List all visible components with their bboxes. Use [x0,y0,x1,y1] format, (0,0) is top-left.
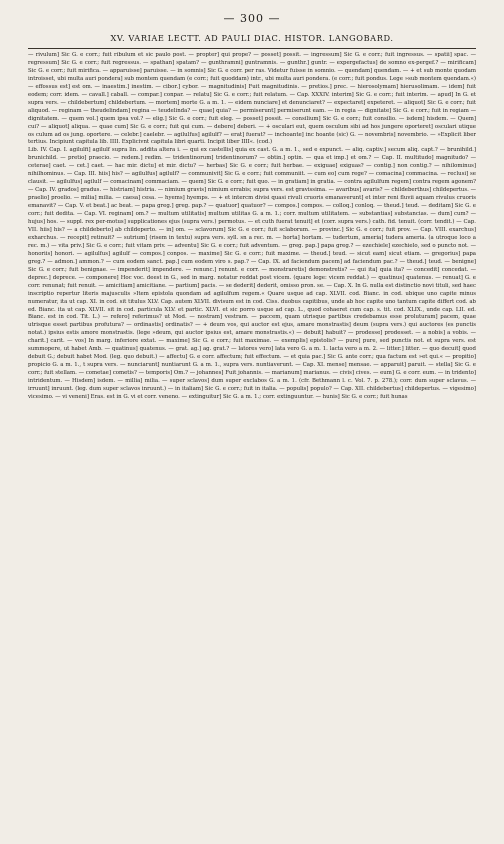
header-rule [28,48,476,49]
apparatus-paragraph: — rivulum] Sic G. e corr.; fuit ribulum et sic paulo post. — propter] qui prope? — posset] possit. — ingressum] Sic G. e corr.; fuit ingressus. — spatii] spac. — regressum] Sic G. e corr.; fuit regressus. — spathan] spatam? — gunthramni] guntramnis. — gunthr.] guntr. — expergefactus] de somno ex-pergef.? — mirificam] Sic G. e corr.; fuit mirifica. — apparuisse] paruisse. — in somnis] Sic G. e corr. per ras. Videtur fuisse in somnio. — quendam] quendam. — + et sub monte quodam introisset, ubi multa auri pondera] sub montem quendam (e corr.; fuit quoddam) intr., ubi multa auri pondera. (e corr.; fuit pondus. Lege »sub montem quendam.«) — effossus est] est om. — inaestim.] inestim. — cibor.] cybor. — magnitudinis] Fuit magnitudinis. — pretios.] prec. — hierosolymam] hierusolimam. — idem] fuit eodem; corr. idem. — cavall.] caball. — compar.] conpar. — relatu] Sic G. e corr.; fuit relatum. — Cap. XXXIV. interim] Sic G. e corr.; fuit interim. — apud] In G. et supra vers. — childebertum] childebertum. — mortem] morte G. a m. 1. — eidem nunciare] et denunciaret? — expectaret] expeteret. — aliquot] Sic G. e corr.; fuit aliquod. — reginam — theudelindam] regina — teudelinda? — quae] quia? — permiserunt] permiserunt eam. — in regia — dignitate] Sic G. e corr.; fuit in regiam — dignitatem. — quem vol.] quem ipsa vol.? — elig.] Sic G. e corr.; fuit eleg. — posset] possit. — consilium] Sic G. e corr.; fuit consilio. — isdem] hisdem. — Quem] cui? — aliquot] aliqua. — quae cum] Sic G. e corr.; fuit qui cum. — debere] deberi. — + osculari eut, quem osculum sibi ad hos jungere oporteret] osculari utique os culum ad os jung. oportere. — celebr.] caelebr. — agilulfus] agilulf? — erat] fuerat? — inchoante] inc hoante (sic) G. — novembris] novembrio. — »Explicit liber tertius. Incipiunt capitula lib. IIII. Explicivnt capitula libri quarti. Incipit liber IIII«. (cod.) [28,52,476,146]
critical-apparatus [28,52,476,402]
apparatus-paragraph: Lib. IV. Cap. I. agilulfi] agilulf supra lin. addita altera i. — qui ex castellis] quia ex cast. G. a m. 1., sed e expunct. — aliq. captiv.] secum aliq. capt.? — brunihild.] brunichild. — pretio] praecio. — redem.] redim. — tridentinorum] tridentinorum? — obtin.] optin. — qua et imp.] et om.? — Cap. II. multitudo] magnitudo? — ceterae] caet. — cet.] caet. — hac mir. dictu] et mir. dictu? — herbas] Sic G. e corr.; fuit herbae. — exiguae] exiguas? — contig.] non contig.? — nihilominus] nihilhominus. — Cap. III. hiis] his? — agilulfus] agilulf? — communivit] Sic G. e corr.; fuit communiit. — cum eo] cum rege? — comacina] commacina. — reclusi] se clausit. — agilulfus] agilulf — comacinam] commaciam. — quem] Sic G. e corr.; fuit quo. — in gratiam] in gratia. — contra agilulfum regem] contra regem agonem? — Cap. IV. grados] gradus. — histriam] histria. — nimium gravis] nimium errabis; supra vers. est gravissima. — avaribus] avaris? — childeberthus] childepertus. — praelio] proelio. — milia] milia. — caesa] cesa. — hyems] hyemps. — + et intercm divisi quasi rivuli cruoris emanaverunt] et inter reni fluvii aquam rivulus cruoris emanavit? — Cap. V. et beat.] ac beat. — papa greg.] greg. pap.? — quatuor] quatuor? — compos.] compos. — colloq.] conloq. — theud.] teud. — deditam] Sic G. e corr.; fuit dedita. — Cap. VI. reginam] om.? — multum utilitatis] multum utilitas G. a m. 1.; corr. multum utilitatem. — substantias] substancias. — dum] cum? — hujus] hos. — suppl. rex per-motus] supplicationes ejus (supra vers.) permotus. — et cuth fuerat tenuit] et (corr. supra vers.) cath. fid. tenuit. (corr. tendit.) — Cap. VII. hiis] his? — a childeberto] ab childeperto. — in] om. — sclavorum] Sic G. e corr.; fuit sclaborum. — provinc.] Sic G. e corr.; fuit prov. — Cap. VIII. exarchus] exharchus. — recepit] retinuit? — sutrium] (risem in textu) supra vers. syll. sn a rec. m. — horta] hortam. — tudertum, ameria] tudera ameria. (a utroque loco a rec. m.) — vita priv.] Sic G. e corr.; fuit vitam priv. — adventu] Sic G. e corr.; fuit adventum. — greg. pap.] papa greg.? — ezechiele] ezechielo, sed o puncto not. — honoriis] honori. — agilulfus] agilulf — compos.] conpos. — maxime] Sic G. e corr.; fuit maxime. — theud.] teud. — sicut eam] sicut etiam. — gregorius] papa greg.? — admon.] ammon.? — cum eodem sanct. pap.] cum eodem viro s. pap.? — Cap. IX. ad faciendum pacem] ad faciendum pac.? — theud.] teud. — benigne] Sic G. e corr.; fuit benignae. — impenderit] impendere. — renunc.] renunt. e corr. — monstraretis] demonstretis? — qui ita] quia ita? — concedit] concedat. — deprec.] deprece. — componere] Hoc voc. deest in G., sed in marg. notatur reddat post vicem. (quare lege: vicem reddat.) — quatinus] quatenus. — renuat] G. e corr. renunat; fuit renuit. — amicitiam] amicitiane. — partium] pacis. — se dederit] dederit, omisso pron. se. — Cap. X. In G. nulla est distinctio novi tituli, sed haec inscriptio repertur literis majusculis »Item epistola quondam ad agilulfum regem.« Quare usque ad cap. XLVII. cod. Bianc. in cod. ubique uno capite minus numeratur, ita ut cap. XI. in cod. sit titulus XLV. Cap. autem XLVII. divisum est in cod. Ciss. duobus capitibus, unde ab hoc capite uno tantum capite differt cod. ab ed. Bianc. ita ut cap. XLVII. sit in cod. particula XLV. et partic. XLVI. et sic porro usque ad cap. L., quod cohaeret cum cap. s. tit. cod. XLIX., unde cap. LII. ed. Bianc. est in cod. Tit. L.) — refero] referimus? ut Mod. — nostram] vestram. — paccem, quam utrisque partibus credebamus esse proluturam] pacem, quae utrisque esset partibus profutura? — ordinastis] ordinatis? — + deum vos, qui auctor est ejus, amare monstrastis] deum (supra vers.) qui auctores (es punctis notat.) ipsius estis amore monstrastis. (lege »deum, qui auctor ipsius est, amare monstrastis.«) — debuit] habuit? — prodesse] prodesset. — a nobis] a vobis. — charit.] carit. — vos] In marg. inferiore extat. — maxime] Sic G. e corr.; fuit maximae. — exemplis] epistolis? — pure] pure, sed punctis not. et supra vers. est summopere, ut habet Amb. — quatinus] quatenus. — grat. ag.] ag. grat.? — latores vero] lata vero G. a m. 1. lacta vero a m. 2. — litter.] litter. — quo decuit] quod debuit G.; debuit habet Mod. (leg. quo debuit.) — affectu] G. e corr. affectum; fuit effectum. — et quia pac.] Sic G. ante corr.; qua factum est »et qui.« — propitio] propicio G. a m. 1., t supra vers. — nunciarunt] nuntiarunt G. a m. 1., supra vers. nuntiaverunt. — Cap. XI. mense] mensae. — apparuit] paruit. — stella] Sic G. e corr.; fuit stellam. — cometae] cometis? — temporis] Om.? — johannes] Fuit johannis. — marianum] marianus. — civis] cives. — eum] G. e corr. eum. — in tridento] intridentum. — Hisdem] isdem. — millia] milia. — super sclavos] dum super exclabos G. a m. 1. (cfr. Bethmann l. c. Vol. 7. p. 278.); corr. dum super sclavus. — irruunt] inruunt. (leg. dum super sclavos inruunt.) — in italiam] Sic G. e corr.; fuit in italia. — populis] populo? — Cap. XII. childebertus] childepertus. — vigesimo] vicesimo. — vi veneni] Eras. est in G. vi et corr. veneno. — extinguitur] Sic G. a m. 1.; corr. extinguuntur. — hunis] Sic G. e corr.; fuit hunas [28,147,476,400]
page-number: — 300 — [223,12,281,25]
running-head: XV. VARIAE LECTT. AD PAULI DIAC. HISTOR. LANGOBARD. [110,33,394,43]
